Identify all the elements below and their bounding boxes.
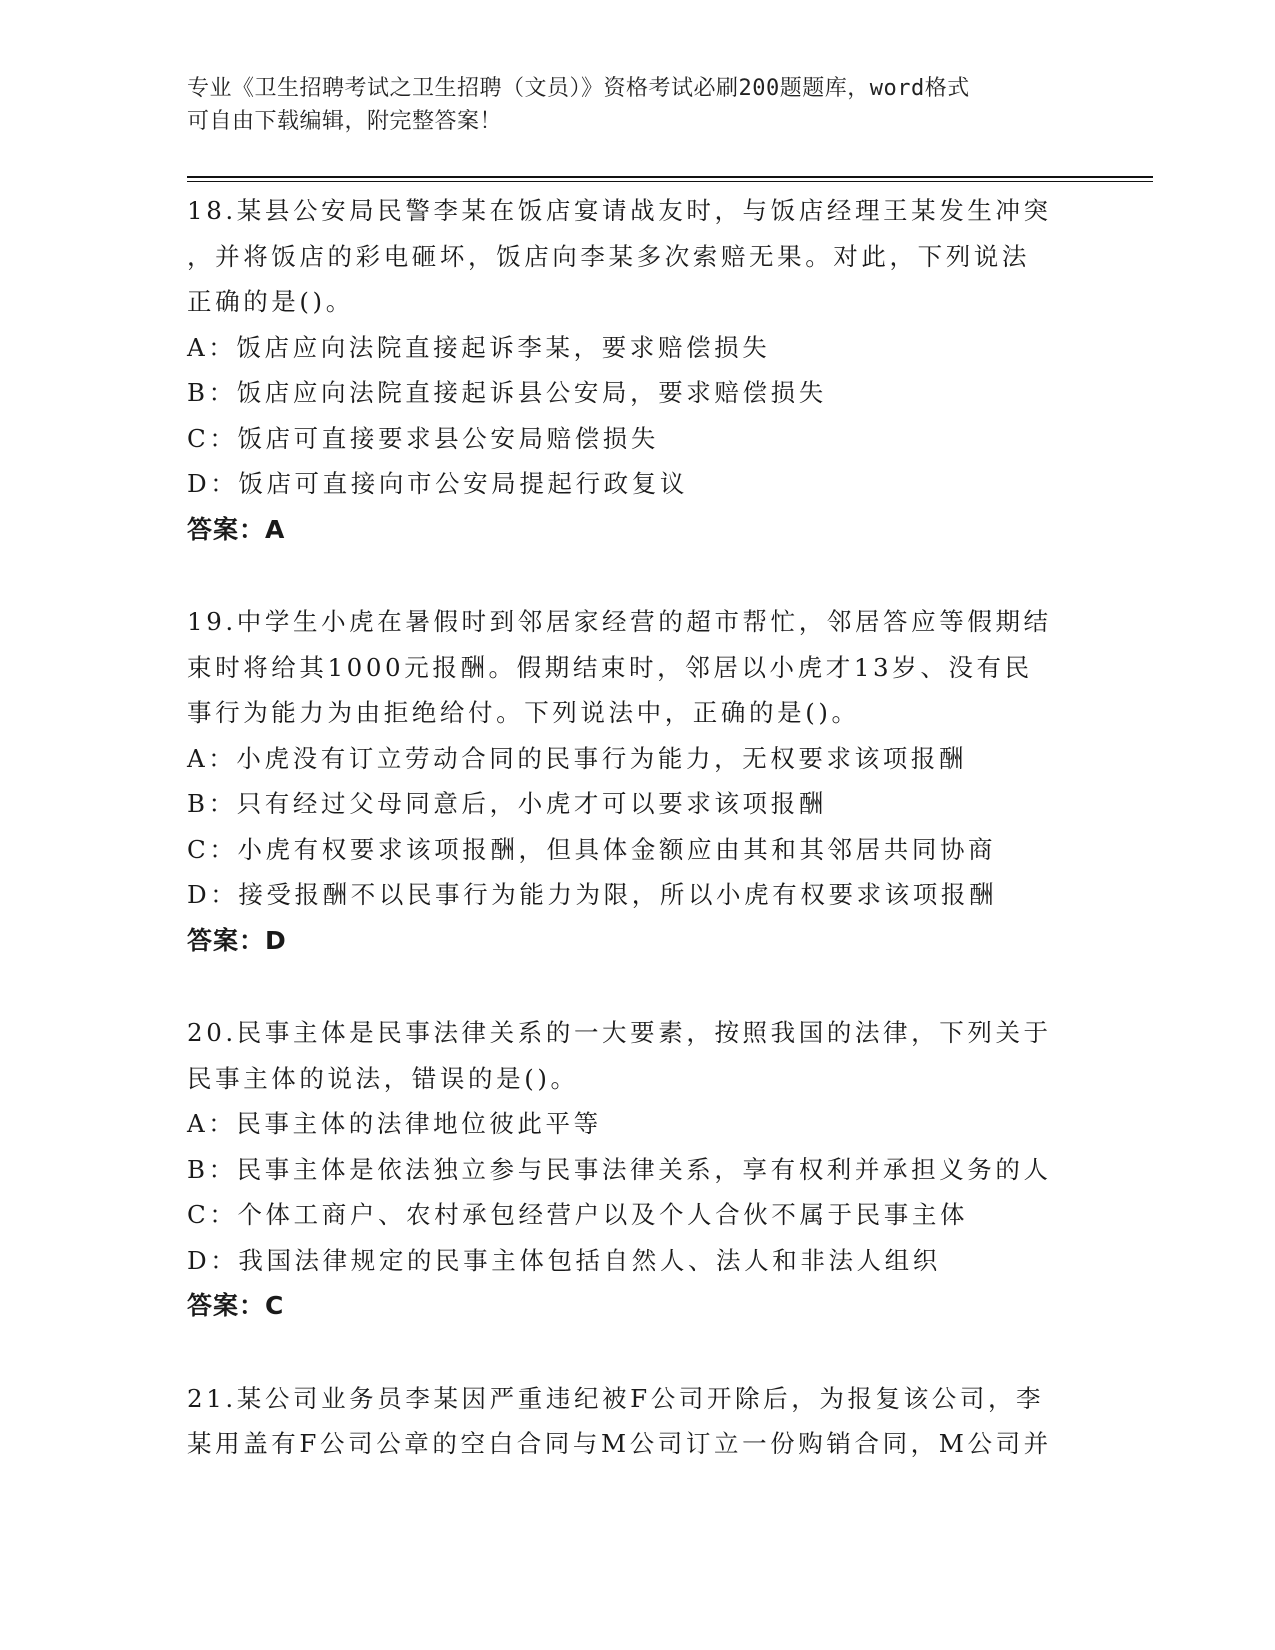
document-header — [187, 72, 1067, 138]
option-c: C：个体工商户、农村承包经营户以及个人合伙不属于民事主体 — [187, 1200, 969, 1229]
option-d: D：我国法律规定的民事主体包括自然人、法人和非法人组织 — [187, 1245, 941, 1275]
question-stem-line: 19.中学生小虎在暑假时到邻居家经营的超市帮忙，邻居答应等假期结 — [187, 607, 1052, 636]
option-d: D：接受报酬不以民事行为能力为限，所以小虎有权要求该项报酬 — [187, 880, 998, 909]
question-stem-line: 事行为能力为由拒绝给付。下列说法中，正确的是()。 — [187, 698, 860, 727]
option-a: A：民事主体的法律地位彼此平等 — [187, 1109, 602, 1138]
header-line-1: 专业《卫生招聘考试之卫生招聘（文员）》资格考试必刷200题题库，word格式 — [187, 76, 970, 101]
answer-label: 答案：D — [187, 925, 287, 955]
question-19 — [187, 599, 1087, 963]
question-stem-line: ，并将饭店的彩电砸坏，饭店向李某多次索赔无果。对此，下列说法 — [187, 241, 1030, 271]
answer-label: 答案：A — [187, 514, 286, 544]
option-d: D：饭店可直接向市公安局提起行政复议 — [187, 469, 688, 498]
header-line-2: 可自由下载编辑，附完整答案！ — [187, 109, 503, 134]
header-divider-thick — [187, 176, 1153, 178]
question-stem-line: 束时将给其1000元报酬。假期结束时，邻居以小虎才13岁、没有民 — [187, 652, 1033, 682]
question-stem-line: 21.某公司业务员李某因严重违纪被F公司开除后，为报复该公司，李 — [187, 1383, 1045, 1413]
option-b: B：只有经过父母同意后，小虎才可以要求该项报酬 — [187, 789, 827, 818]
option-a: A：饭店应向法院直接起诉李某，要求赔偿损失 — [187, 332, 771, 362]
option-a: A：小虎没有订立劳动合同的民事行为能力，无权要求该项报酬 — [187, 743, 967, 773]
option-c: C：饭店可直接要求县公安局赔偿损失 — [187, 423, 659, 453]
option-b: B：饭店应向法院直接起诉县公安局，要求赔偿损失 — [187, 378, 827, 407]
question-18 — [187, 188, 1087, 552]
question-stem-line: 正确的是()。 — [187, 287, 354, 316]
question-spacer — [187, 963, 1087, 1010]
question-20 — [187, 1010, 1087, 1329]
question-21 — [187, 1376, 1087, 1467]
option-c: C：小虎有权要求该项报酬，但具体金额应由其和其邻居共同协商 — [187, 834, 997, 864]
question-list — [187, 188, 1087, 1467]
answer-label: 答案：C — [187, 1291, 285, 1320]
header-divider-thin — [187, 181, 1153, 182]
question-spacer — [187, 1329, 1087, 1376]
question-stem-line: 18.某县公安局民警李某在饭店宴请战友时，与饭店经理王某发生冲突 — [187, 196, 1052, 225]
question-stem-line: 民事主体的说法，错误的是()。 — [187, 1063, 579, 1093]
question-stem-line: 20.民事主体是民事法律关系的一大要素，按照我国的法律，下列关于 — [187, 1018, 1052, 1047]
question-stem-line: 某用盖有F公司公章的空白合同与M公司订立一份购销合同，M公司并 — [187, 1429, 1052, 1458]
option-b: B：民事主体是依法独立参与民事法律关系，享有权利并承担义务的人 — [187, 1154, 1052, 1184]
question-spacer — [187, 552, 1087, 599]
